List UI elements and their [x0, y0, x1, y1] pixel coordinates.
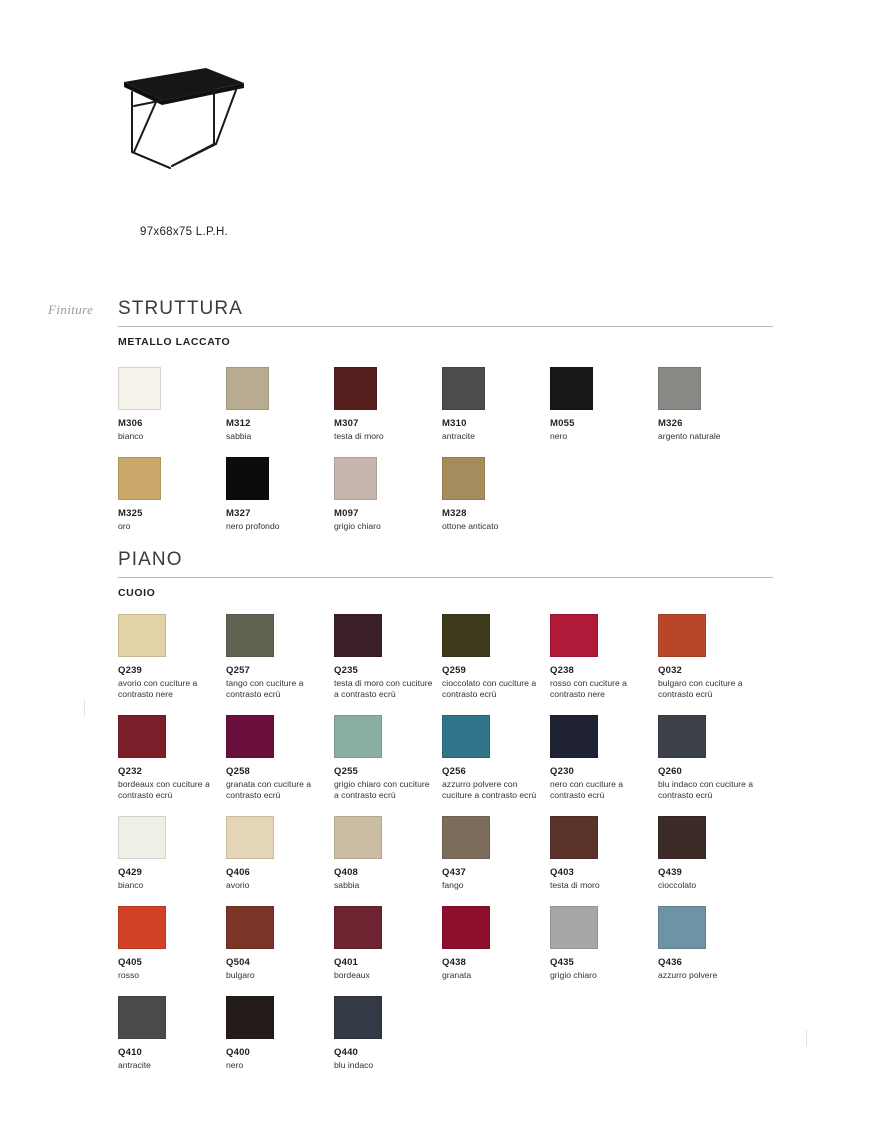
swatch-description: nero con cuciture a contrasto ecrù — [550, 779, 624, 800]
swatch-cell[interactable] — [658, 614, 766, 700]
swatch-code: Q258 — [226, 766, 251, 777]
swatch-code: Q405 — [118, 957, 143, 968]
swatch-cell[interactable] — [226, 457, 334, 532]
swatch-description: granata — [442, 970, 472, 980]
swatch-description: bianco — [118, 880, 144, 890]
swatch-description: azzurro polvere con cuciture a contrasto ecrù — [442, 779, 537, 800]
swatch-description: azzurro polvere — [658, 970, 718, 980]
swatch-description: oro — [118, 521, 131, 531]
swatch-cell[interactable] — [334, 816, 442, 891]
swatch-color-chip[interactable] — [118, 816, 166, 859]
swatch-code: Q437 — [442, 867, 467, 878]
desk-icon — [110, 60, 270, 185]
swatch-cell[interactable] — [442, 816, 550, 891]
swatch-color-chip[interactable] — [334, 367, 377, 410]
finiture-label: Finiture — [48, 302, 94, 317]
swatch-color-chip[interactable] — [226, 367, 269, 410]
swatch-code: Q429 — [118, 867, 143, 878]
swatch-description: ottone anticato — [442, 521, 499, 531]
swatch-color-chip[interactable] — [550, 816, 598, 859]
swatch-code: Q260 — [658, 766, 683, 777]
swatch-cell[interactable] — [334, 996, 442, 1071]
swatch-code: Q235 — [334, 665, 359, 676]
swatch-color-chip[interactable] — [442, 457, 485, 500]
swatch-color-chip[interactable] — [118, 367, 161, 410]
swatch-code: M055 — [550, 418, 575, 429]
swatch-grid-struttura — [118, 352, 773, 532]
swatch-color-chip[interactable] — [550, 715, 598, 758]
product-caption: 97x68x75 L.P.H. — [140, 226, 229, 238]
swatch-color-chip[interactable] — [442, 816, 490, 859]
swatch-color-chip[interactable] — [334, 715, 382, 758]
swatch-description: bulgaro con cuciture a contrasto ecrù — [658, 678, 743, 699]
swatch-description: cioccolato con cuciture a contrasto ecrù — [442, 678, 537, 699]
swatch-color-chip[interactable] — [550, 614, 598, 657]
swatch-cell[interactable] — [118, 906, 226, 981]
swatch-description: testa di moro con cuciture a contrasto ecrù — [334, 678, 433, 699]
swatch-code: Q439 — [658, 867, 683, 878]
swatch-code: Q408 — [334, 867, 359, 878]
swatch-description: tango con cuciture a contrasto ecrù — [226, 678, 304, 699]
swatch-code: Q259 — [442, 665, 467, 676]
swatch-code: Q230 — [550, 766, 575, 777]
swatch-cell[interactable] — [550, 816, 658, 891]
swatch-color-chip[interactable] — [226, 715, 274, 758]
swatch-description: cioccolato — [658, 880, 697, 890]
swatch-cell[interactable] — [118, 457, 226, 532]
swatch-description: grigio chiaro — [334, 521, 381, 531]
swatch-color-chip[interactable] — [658, 715, 706, 758]
section-piano — [118, 549, 773, 1071]
swatch-code: Q232 — [118, 766, 143, 777]
swatch-color-chip[interactable] — [442, 367, 485, 410]
swatch-code: M325 — [118, 508, 143, 519]
swatch-description: bianco — [118, 431, 144, 441]
subsection-title-cuoio: CUOIO — [118, 587, 156, 599]
swatch-description: blu indaco — [334, 1060, 374, 1070]
swatch-color-chip[interactable] — [442, 906, 490, 949]
swatch-description: testa di moro — [334, 431, 384, 441]
swatch-description: nero profondo — [226, 521, 280, 531]
swatch-code: Q438 — [442, 957, 467, 968]
swatch-color-chip[interactable] — [118, 614, 166, 657]
swatch-code: Q257 — [226, 665, 251, 676]
swatch-color-chip[interactable] — [550, 906, 598, 949]
swatch-description: testa di moro — [550, 880, 600, 890]
swatch-cell[interactable] — [118, 816, 226, 891]
swatch-description: grigio chiaro con cuciture a contrasto ecrù — [334, 779, 430, 800]
swatch-color-chip[interactable] — [334, 816, 382, 859]
swatch-description: avorio — [226, 880, 250, 890]
swatch-code: M327 — [226, 508, 251, 519]
swatch-description: rosso — [118, 970, 140, 980]
swatch-code: Q032 — [658, 665, 683, 676]
swatch-code: Q256 — [442, 766, 467, 777]
swatch-cell[interactable] — [442, 715, 550, 801]
swatch-cell[interactable] — [226, 816, 334, 891]
swatch-code: M307 — [334, 418, 359, 429]
swatch-color-chip[interactable] — [550, 367, 593, 410]
swatch-color-chip[interactable] — [118, 715, 166, 758]
swatch-cell[interactable] — [226, 367, 334, 442]
swatch-color-chip[interactable] — [334, 906, 382, 949]
swatch-cell[interactable] — [226, 996, 334, 1071]
product-illustration — [110, 60, 410, 250]
swatch-code: Q435 — [550, 957, 575, 968]
swatch-code: M328 — [442, 508, 467, 519]
swatch-cell[interactable] — [658, 715, 766, 801]
swatch-code: M097 — [334, 508, 359, 519]
swatch-color-chip[interactable] — [658, 367, 701, 410]
swatch-cell[interactable] — [226, 715, 334, 801]
swatch-color-chip[interactable] — [334, 614, 382, 657]
swatch-color-chip[interactable] — [226, 816, 274, 859]
swatch-cell[interactable] — [550, 614, 658, 700]
swatch-cell[interactable] — [550, 906, 658, 981]
swatch-color-chip[interactable] — [226, 614, 274, 657]
swatch-color-chip[interactable] — [226, 457, 269, 500]
swatch-description: sabbia — [226, 431, 252, 441]
swatch-cell[interactable] — [118, 715, 226, 801]
swatch-color-chip[interactable] — [442, 715, 490, 758]
swatch-cell[interactable] — [442, 367, 550, 442]
subsection-title-metallo-laccato: METALLO LACCATO — [118, 336, 231, 348]
swatch-code: Q255 — [334, 766, 359, 777]
swatch-code: M312 — [226, 418, 251, 429]
section-title-piano: PIANO — [118, 549, 773, 578]
section-title-struttura: STRUTTURA — [118, 298, 773, 327]
swatch-description: avorio con cuciture a contrasto nere — [118, 678, 198, 699]
swatch-code: Q239 — [118, 665, 143, 676]
swatch-color-chip[interactable] — [658, 816, 706, 859]
swatch-code: Q504 — [226, 957, 251, 968]
swatch-description: antracite — [442, 431, 475, 441]
swatch-code: Q401 — [334, 957, 359, 968]
swatch-color-chip[interactable] — [334, 457, 377, 500]
swatch-cell[interactable] — [334, 715, 442, 801]
swatch-description: bordeaux con cuciture a contrasto ecrù — [118, 779, 210, 800]
swatch-description: rosso con cuciture a contrasto nere — [550, 678, 627, 699]
swatch-color-chip[interactable] — [226, 906, 274, 949]
swatch-code: M310 — [442, 418, 467, 429]
swatch-color-chip[interactable] — [226, 996, 274, 1039]
swatch-color-chip[interactable] — [118, 906, 166, 949]
swatch-cell[interactable] — [442, 457, 550, 532]
swatch-code: Q400 — [226, 1047, 251, 1058]
swatch-code: Q403 — [550, 867, 575, 878]
swatch-color-chip[interactable] — [658, 906, 706, 949]
swatch-cell[interactable] — [442, 906, 550, 981]
swatch-cell[interactable] — [118, 367, 226, 442]
swatch-cell[interactable] — [658, 367, 766, 442]
swatch-cell[interactable] — [118, 996, 226, 1071]
swatch-code: Q436 — [658, 957, 683, 968]
swatch-description: antracite — [118, 1060, 151, 1070]
swatch-description: nero — [550, 431, 568, 441]
swatch-color-chip[interactable] — [118, 457, 161, 500]
swatch-code: M326 — [658, 418, 683, 429]
swatch-cell[interactable] — [334, 906, 442, 981]
edge-tick-left — [84, 700, 85, 716]
section-struttura — [118, 298, 773, 532]
swatch-color-chip[interactable] — [658, 614, 706, 657]
swatch-cell[interactable] — [658, 816, 766, 891]
swatch-description: granata con cuciture a contrasto ecrù — [226, 779, 312, 800]
swatch-description: bordeaux — [334, 970, 370, 980]
swatch-description: grigio chiaro — [550, 970, 597, 980]
swatch-cell[interactable] — [334, 457, 442, 532]
swatch-color-chip[interactable] — [442, 614, 490, 657]
swatch-cell[interactable] — [658, 906, 766, 981]
swatch-color-chip[interactable] — [334, 996, 382, 1039]
swatch-grid-piano — [118, 599, 773, 1071]
swatch-cell[interactable] — [118, 614, 226, 700]
edge-tick-right — [806, 1030, 807, 1046]
swatch-cell[interactable] — [226, 614, 334, 700]
swatch-cell[interactable] — [334, 614, 442, 700]
swatch-description: nero — [226, 1060, 244, 1070]
swatch-cell[interactable] — [550, 715, 658, 801]
swatch-cell[interactable] — [442, 614, 550, 700]
swatch-code: Q440 — [334, 1047, 359, 1058]
swatch-color-chip[interactable] — [118, 996, 166, 1039]
swatch-cell[interactable] — [226, 906, 334, 981]
swatch-description: fango — [442, 880, 464, 890]
swatch-code: M306 — [118, 418, 143, 429]
swatch-cell[interactable] — [550, 367, 658, 442]
swatch-code: Q406 — [226, 867, 251, 878]
swatch-description: argento naturale — [658, 431, 721, 441]
swatch-code: Q238 — [550, 665, 575, 676]
swatch-description: blu indaco con cuciture a contrasto ecrù — [658, 779, 754, 800]
swatch-code: Q410 — [118, 1047, 143, 1058]
swatch-cell[interactable] — [334, 367, 442, 442]
swatch-description: bulgaro — [226, 970, 255, 980]
swatch-description: sabbia — [334, 880, 360, 890]
